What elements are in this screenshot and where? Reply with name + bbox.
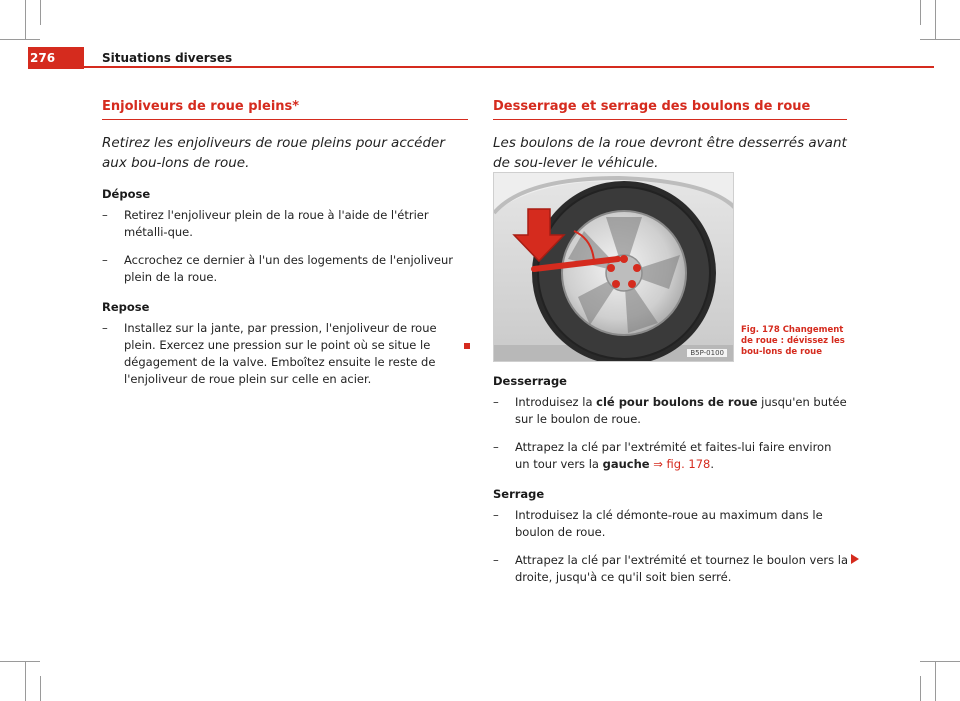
step-text: Attrapez la clé par l'extrémité et tournez le boulon vers la droite, jusqu'à ce qu'il soit bien serré.: [515, 553, 849, 584]
subhead-serrage: Serrage: [493, 487, 545, 501]
step-text: [515, 395, 847, 426]
wheel-bolt: [612, 280, 620, 288]
figure-code: B5P-0100: [687, 349, 727, 357]
crop-mark: [0, 661, 40, 662]
step-text-emphasis: clé pour boulons de roue: [596, 395, 758, 409]
intro-bolts: Les boulons de la roue devront être desserrés avant de sou-lever le véhicule.: [493, 135, 847, 171]
wheel-bolt: [633, 264, 641, 272]
step-depose-2: [102, 252, 468, 286]
crop-mark: [25, 661, 26, 701]
dash: –: [102, 208, 108, 222]
page-number: 276: [30, 51, 56, 65]
step-text-part: .: [710, 457, 715, 471]
right-column: [493, 99, 847, 173]
right-steps: [493, 374, 849, 586]
section-title-hubcaps: Enjoliveurs de roue pleins*: [102, 99, 468, 120]
dash: –: [493, 395, 499, 409]
crop-mark: [935, 0, 936, 40]
header-rule: [84, 66, 934, 68]
left-column: [102, 99, 468, 388]
crop-mark: [0, 39, 40, 40]
crop-mark: [920, 39, 960, 40]
wheel-bolt: [620, 255, 628, 263]
crop-mark: [25, 0, 26, 40]
crop-mark: [40, 0, 41, 25]
step-text: Introduisez la clé démonte-roue au maximum dans le boulon de roue.: [515, 508, 823, 539]
step-desserrage-1: [493, 394, 849, 428]
step-serrage-1: [493, 507, 849, 541]
subhead-repose: Repose: [102, 300, 150, 314]
subhead-depose: Dépose: [102, 187, 151, 201]
step-text: [515, 440, 831, 471]
crop-mark: [40, 676, 41, 701]
wheel-bolt: [607, 264, 615, 272]
running-header: Situations diverses: [102, 51, 233, 65]
section-title-bolts: Desserrage et serrage des boulons de roue: [493, 99, 847, 120]
crop-mark: [920, 661, 960, 662]
dash: –: [102, 321, 108, 335]
dash: –: [493, 440, 499, 454]
step-depose-1: [102, 207, 468, 241]
step-text-part: Attrapez la clé par l'extrémité et faites-lui faire environ un tour vers la: [515, 440, 832, 471]
step-repose-1: [102, 320, 468, 388]
figure-reference-link[interactable]: ⇒ fig. 178: [653, 457, 711, 471]
step-text: Accrochez ce dernier à l'un des logements de l'enjoliveur plein de la roue.: [124, 253, 454, 284]
continued-arrow-icon: [851, 554, 859, 564]
step-desserrage-2: [493, 439, 849, 473]
step-serrage-2: [493, 552, 849, 586]
subhead-desserrage: Desserrage: [493, 374, 567, 388]
section-end-mark: [464, 343, 470, 349]
intro-hubcaps: Retirez les enjoliveurs de roue pleins pour accéder aux bou-lons de roue.: [102, 135, 445, 171]
crop-mark: [935, 661, 936, 701]
step-text-part: Introduisez la: [515, 395, 597, 409]
figure-wheel: [493, 172, 734, 362]
step-text: Retirez l'enjoliveur plein de la roue à l'aide de l'étrier métalli-que.: [124, 208, 429, 239]
dash: –: [102, 253, 108, 267]
wheel-bolt: [628, 280, 636, 288]
step-text-emphasis: gauche: [602, 457, 650, 471]
dash: –: [493, 553, 499, 567]
crop-mark: [920, 676, 921, 701]
step-text-part: jusqu'en butée sur le boulon de roue.: [515, 395, 847, 426]
step-text: Installez sur la jante, par pression, l'enjoliveur de roue plein. Exercez une pression sur le point où se situe le dégagement de la valve. Emboîtez ensuite le reste de l'enjoliveur de roue plein sur celle en acier.: [124, 321, 437, 386]
wheel-illustration: [494, 173, 734, 362]
crop-mark: [920, 0, 921, 25]
dash: –: [493, 508, 499, 522]
figure-caption: Fig. 178 Changement de roue : dévissez les bou-lons de roue: [741, 325, 845, 357]
